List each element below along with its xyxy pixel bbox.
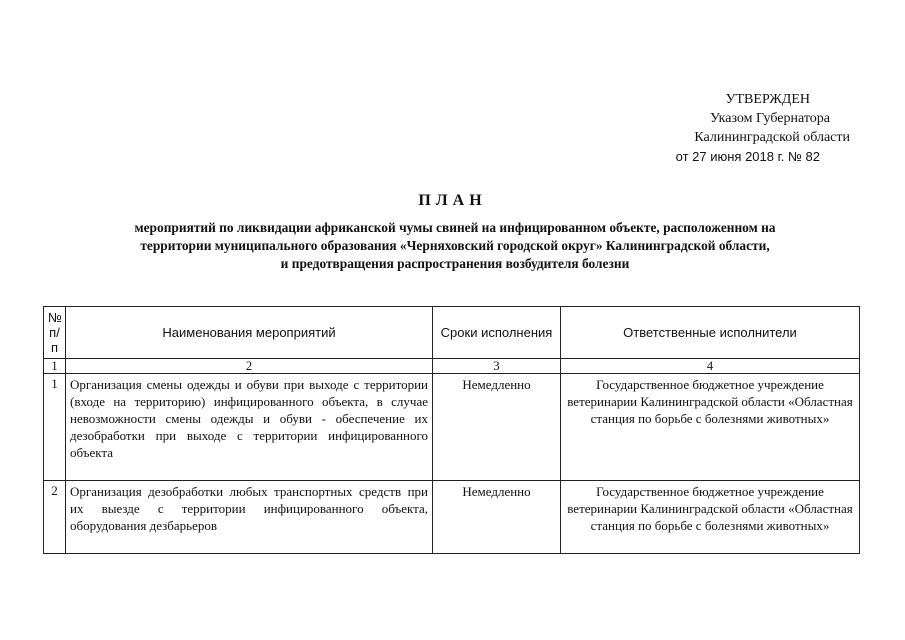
row-action: Организация дезобработки любых транспортных средств при их выезде с территории инфицированного объекта, оборудования дезбарьеров <box>66 481 433 554</box>
table-row <box>44 481 860 554</box>
header-number: № п/п <box>44 307 66 359</box>
approval-stamp <box>676 90 850 166</box>
subtitle-line: и предотвращения распространения возбудителя болезни <box>280 256 630 271</box>
column-number: 3 <box>433 359 561 374</box>
header-responsible: Ответственные исполнители <box>561 307 860 359</box>
header-action: Наименования мероприятий <box>66 307 433 359</box>
subtitle-line: территории муниципального образования «Черняховский городской округ» Калининградской области, <box>140 238 770 253</box>
table-row <box>44 374 860 481</box>
row-responsible: Государственное бюджетное учреждение ветеринарии Калининградской области «Областная станция по борьбе с болезнями животных» <box>561 374 860 481</box>
row-deadline: Немедленно <box>433 481 561 554</box>
row-number: 2 <box>44 481 66 554</box>
approval-title: УТВЕРЖДЕН <box>725 92 810 107</box>
row-deadline: Немедленно <box>433 374 561 481</box>
column-number: 1 <box>44 359 66 374</box>
approval-date: от 27 июня 2018 г. № 82 <box>675 149 820 164</box>
approval-authority: Указом Губернатора <box>709 111 830 126</box>
document-title: ПЛАН <box>418 192 487 209</box>
measures-table <box>43 306 860 554</box>
row-responsible: Государственное бюджетное учреждение ветеринарии Калининградской области «Областная станция по борьбе с болезнями животных» <box>561 481 860 554</box>
column-number: 2 <box>66 359 433 374</box>
row-number: 1 <box>44 374 66 481</box>
header-deadline: Сроки исполнения <box>433 307 561 359</box>
row-action: Организация смены одежды и обуви при выходе с территории (входе на территорию) инфицированного объекта, в случае невозможности смены одежды и обуви - обеспечение их дезобработки при выходе с территории инфицированного объекта <box>66 374 433 481</box>
subtitle-line: мероприятий по ликвидации африканской чумы свиней на инфицированном объекте, расположенном на <box>134 220 776 235</box>
approval-region: Калининградской области <box>694 130 850 145</box>
column-number: 4 <box>561 359 860 374</box>
document-subtitle <box>60 219 850 273</box>
table-header-row <box>44 307 860 359</box>
column-number-row <box>44 359 860 374</box>
